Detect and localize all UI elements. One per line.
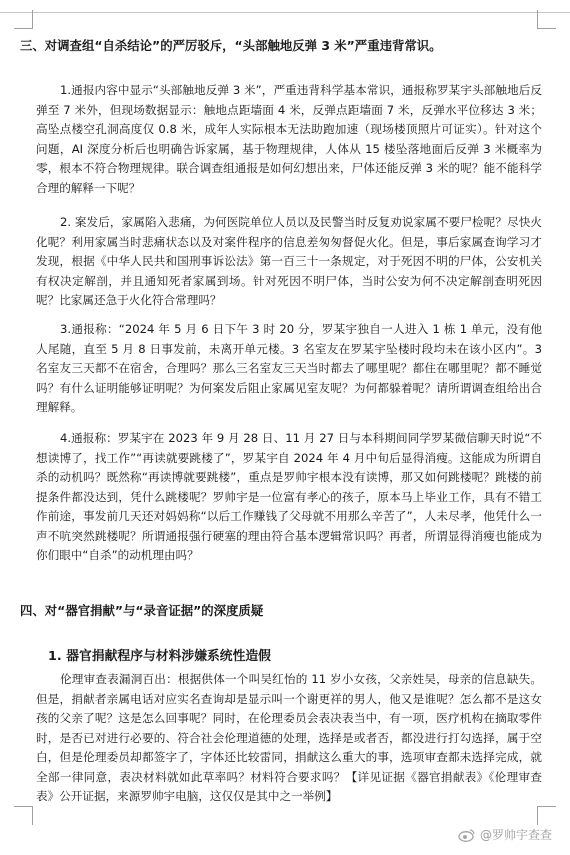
section-3-heading: 三、对调查组“自杀结论”的严厉驳斥，“头部触地反弹 3 米”严重违背常识。 — [20, 38, 442, 53]
section-3-paragraph-2: 2. 案发后，家属陷入悲痛，为何医院单位人员以及民警当时反复劝说家属不要尸检呢？尽快火化呢？利用家属当时悲痛状态以及对案件程序的信息差匆匆督促火化。但是，事后家属查询学习才发现，根据《中华人民共和国刑事诉讼法》第一百三十一条规定，对于死因不明的尸体，公安机关有权决定解剖，并且通知死者家属到场。针对死因不明尸体，当时公安为何不决定解剖查明死因呢？比家属还急于火化符合常理吗？ — [36, 215, 542, 307]
weibo-icon — [458, 828, 476, 842]
section-4-subheading: 1. 器官捐献程序与材料涉嫌系统性造假 — [48, 649, 271, 664]
corner-mark-top-right — [537, 10, 556, 29]
section-3-paragraph-3: 3.通报称：“2024 年 5 月 6 日下午 3 时 20 分，罗某宇独自一人进入 1 栋 1 单元，没有他人尾随，直至 5 月 8 日事发前，未离开单元楼。3 名室友在罗某宇坠楼时段均未在该小区内”。3 名室友三天都不在宿舍，合理吗？那么三名室友三天当时都去了哪里呢？都住在哪里呢？都不睡觉吗？有什么证明能够证明呢？为何案发后阻止家属见室友呢？为何都躲着呢？请所谓调查组给出合理解释。 — [36, 322, 542, 414]
weibo-watermark — [458, 826, 552, 843]
section-3-paragraph-4: 4.通报称：罗某宇在 2023 年 9 月 28 日、11 月 27 日与本科期间同学罗某微信聊天时说“不想读博了，找工作”“再读就要跳楼了”，罗某宇自 2024 年 4 月中旬后显得消瘦。这能成为所谓自杀的动机吗？既然称“再读博就要跳楼”，重点是罗帅宇根本没有读博，那又如何跳楼呢？跳楼的前提条件都没达到，凭什么跳楼呢？罗帅宇是一位富有孝心的孩子，原本马上毕业工作，具有不错工作前途，事发前几天还对妈妈称“以后工作赚钱了父母就不用那么辛苦了”，人未尽孝，他凭什么一声不吭突然跳楼呢？所谓通报强行硬塞的理由符合基本逻辑常识吗？再者，所谓显得消瘦也能成为你们眼中“自杀”的动机理由吗？ — [36, 431, 542, 562]
page-top-border — [0, 0, 570, 13]
corner-mark-top-left — [14, 10, 33, 29]
section-4-paragraph-1: 伦理审查表漏洞百出：根据供体一个叫吴红怡的 11 岁小女孩，父亲姓吴，母亲的信息缺失。但是，捐献者亲属电话对应实名查询却是显示叫一个谢更祥的男人，他又是谁呢？怎么都不是这女孩的父亲了呢？这是怎么回事呢？同时，在伦理委员会表决表当中，有一项，医疗机构在摘取零件时，是否已对进行必要的、符合社会伦理道德的处理，选择是或者否，都没进行打勾选择，属于空白，但是伦理委员却都签字了，字体还比较雷同，捐献这么重大的事，选项审查都未选择完成，就全部一律同意，表决材料就如此草率吗？材料符合要求吗？【详见证据《器官捐献表》《伦理审查表》公开证据，来源罗帅宇电脑，这仅仅是其中之一举例】 — [36, 672, 542, 803]
watermark-text: @罗帅宇查查 — [479, 828, 552, 842]
section-4-heading: 四、对“器官捐献”与“录音证据”的深度质疑 — [20, 603, 264, 618]
section-3-paragraph-1: 1.通报内容中显示“头部触地反弹 3 米”，严重违背科学基本常识，通报称罗某宇头部触地后反弹至 7 米外，但现场数据显示：触地点距墙面 4 米，反弹点距墙面 7 米，反弹水平位移达 3 米；高坠点楼空孔洞高度仅 0.8 米，成年人实际根本无法助跑加速（现场楼顶照片可证实）。针对这个问题，AI 深度分析后也明确告诉家属，基于物理规律，人体从 15 楼坠落地面后反弹 3 米概率为零，根本不符合物理规律。联合调查组通报是如何幻想出来，尸体还能反弹 3 米的呢？能不能科学合理的解释一下呢？ — [36, 83, 542, 195]
corner-mark-bottom-right — [537, 806, 556, 825]
corner-mark-bottom-left — [14, 806, 33, 825]
